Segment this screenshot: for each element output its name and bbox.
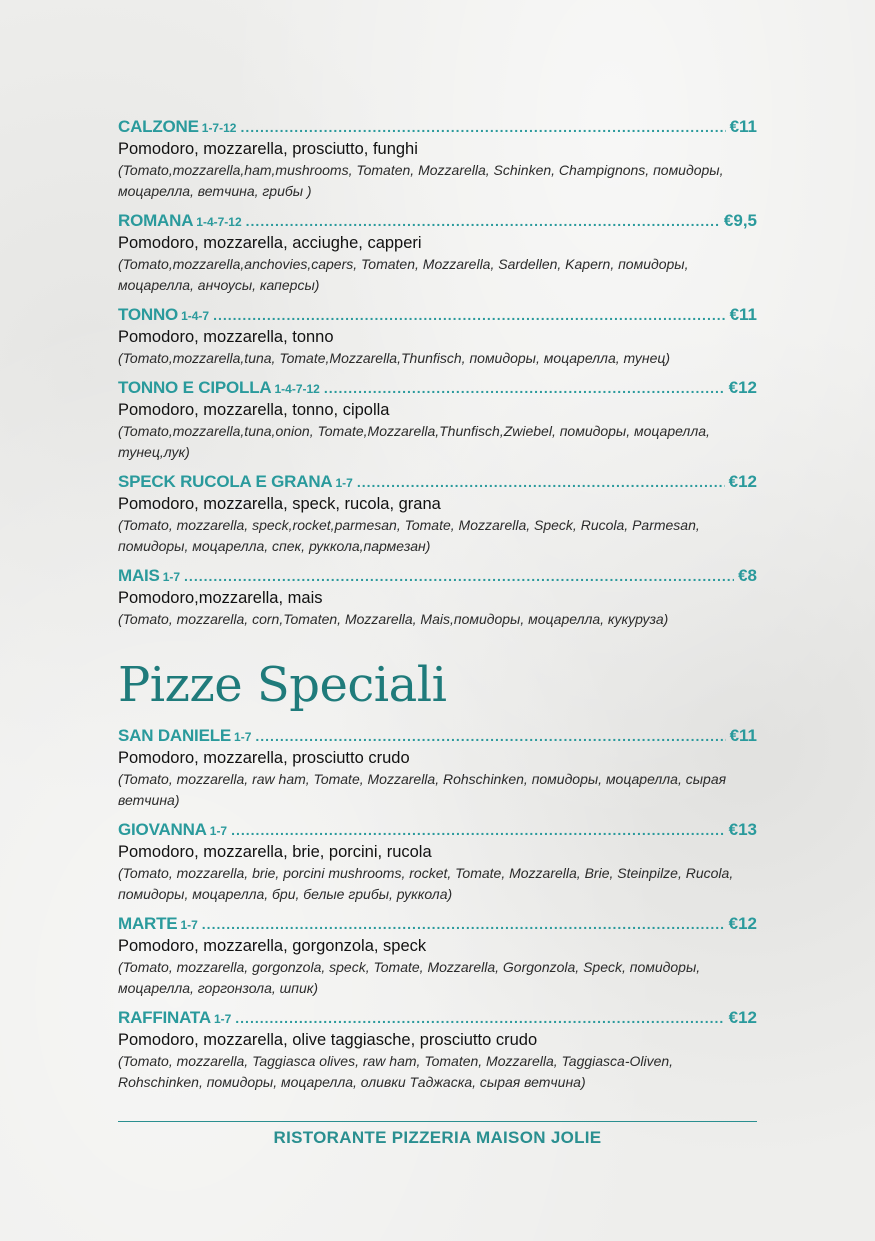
- item-name: RAFFINATA: [118, 1008, 211, 1027]
- dot-leader: [202, 916, 725, 932]
- item-price: €11: [729, 117, 757, 136]
- item-ingredients: Pomodoro, mozzarella, acciughe, capperi: [118, 234, 422, 252]
- item-price: €12: [728, 1008, 757, 1027]
- item-ingredients: Pomodoro, mozzarella, olive taggiasche, prosciutto crudo: [118, 1031, 538, 1049]
- allergen-codes: 1-4-7-12: [196, 215, 242, 229]
- menu-item-calzone: [118, 117, 757, 202]
- allergen-codes: 1-7-12: [201, 121, 237, 135]
- menu-item-tonno-e-cipolla: [118, 378, 757, 463]
- menu-item-raffinata: [118, 1008, 757, 1093]
- dot-leader: [240, 119, 725, 135]
- item-translation: (Tomato, mozzarella, brie, porcini mushrooms, rocket, Tomate, Mozzarella, Brie, Steinpilze, Rucola, помидоры, моцарелла, бри, белые грибы, руккола): [118, 865, 734, 902]
- item-name: CALZONE: [118, 117, 199, 136]
- item-ingredients: Pomodoro, mozzarella, prosciutto, funghi: [118, 140, 418, 158]
- dot-leader: [246, 213, 720, 229]
- item-translation: (Tomato, mozzarella, raw ham, Tomate, Mozzarella, Rohschinken, помидоры, моцарелла, сырая ветчина): [118, 771, 727, 808]
- item-price: €12: [728, 914, 757, 933]
- allergen-codes: 1-4-7: [181, 309, 210, 323]
- allergen-codes: 1-7: [234, 730, 252, 744]
- item-name: TONNO E CIPOLLA: [118, 378, 272, 397]
- allergen-codes: 1-7: [335, 476, 353, 490]
- menu-item-tonno: [118, 305, 757, 369]
- item-ingredients: Pomodoro,mozzarella, mais: [118, 589, 323, 607]
- menu-item-marte: [118, 914, 757, 999]
- dot-leader: [255, 728, 725, 744]
- item-translation: (Tomato, mozzarella, Taggiasca olives, raw ham, Tomaten, Mozzarella, Taggiasca-Oliven, Rohschinken, помидоры, моцарелла, оливки Таджаска, сырая ветчина): [118, 1053, 674, 1090]
- allergen-codes: 1-4-7-12: [274, 382, 320, 396]
- item-ingredients: Pomodoro, mozzarella, gorgonzola, speck: [118, 937, 427, 955]
- item-price: €13: [728, 820, 757, 839]
- dot-leader: [184, 568, 734, 584]
- allergen-codes: 1-7: [213, 1012, 232, 1026]
- item-translation: (Tomato,mozzarella,anchovies,capers, Tomaten, Mozzarella, Sardellen, Kapern, помидоры, моцарелла, анчоусы, каперсы): [118, 256, 689, 293]
- footer: [118, 1121, 757, 1148]
- menu-item-giovanna: [118, 820, 757, 905]
- menu-page: [118, 117, 757, 1102]
- item-ingredients: Pomodoro, mozzarella, tonno, cipolla: [118, 401, 390, 419]
- item-name: SAN DANIELE: [118, 726, 232, 745]
- item-name: ROMANA: [118, 211, 194, 230]
- item-ingredients: Pomodoro, mozzarella, speck, rucola, grana: [118, 495, 441, 513]
- menu-item-san-daniele: [118, 726, 757, 811]
- dot-leader: [213, 307, 725, 323]
- item-name: GIOVANNA: [118, 820, 207, 839]
- dot-leader: [231, 822, 725, 838]
- item-name: SPECK RUCOLA E GRANA: [118, 472, 333, 491]
- menu-item-romana: [118, 211, 757, 296]
- item-price: €12: [728, 378, 757, 397]
- allergen-codes: 1-7: [180, 918, 198, 932]
- item-translation: (Tomato,mozzarella,ham,mushrooms, Tomaten, Mozzarella, Schinken, Champignons, помидоры, моцарелла, ветчина, грибы ): [118, 162, 724, 199]
- dot-leader: [324, 380, 725, 396]
- menu-item-speck-rucola-e-grana: [118, 472, 757, 557]
- item-translation: (Tomato,mozzarella,tuna, Tomate,Mozzarella,Thunfisch, помидоры, моцарелла, тунец): [118, 350, 671, 366]
- item-name: MARTE: [118, 914, 178, 933]
- item-translation: (Tomato, mozzarella, speck,rocket,parmesan, Tomate, Mozzarella, Speck, Rucola, Parmesan, помидоры, моцарелла, спек, руккола,пармезан): [118, 517, 700, 554]
- item-price: €11: [729, 305, 757, 324]
- item-price: €12: [728, 472, 757, 491]
- section-title: Pizze Speciali: [118, 657, 447, 713]
- menu-item-mais: [118, 566, 757, 630]
- dot-leader: [357, 474, 725, 490]
- restaurant-name: RISTORANTE PIZZERIA MAISON JOLIE: [273, 1128, 602, 1147]
- dot-leader: [235, 1010, 724, 1026]
- item-name: MAIS: [118, 566, 160, 585]
- item-translation: (Tomato, mozzarella, corn,Tomaten, Mozzarella, Mais,помидоры, моцарелла, кукуруза): [118, 611, 669, 627]
- item-price: €9,5: [723, 211, 757, 230]
- item-ingredients: Pomodoro, mozzarella, tonno: [118, 328, 334, 346]
- item-price: €11: [729, 726, 757, 745]
- item-price: €8: [738, 566, 757, 585]
- item-name: TONNO: [118, 305, 179, 324]
- item-translation: (Tomato,mozzarella,tuna,onion, Tomate,Mozzarella,Thunfisch,Zwiebel, помидоры, моцарелла, тунец,лук): [118, 423, 710, 460]
- item-ingredients: Pomodoro, mozzarella, brie, porcini, rucola: [118, 843, 432, 861]
- allergen-codes: 1-7: [162, 570, 181, 584]
- item-translation: (Tomato, mozzarella, gorgonzola, speck, Tomate, Mozzarella, Gorgonzola, Speck, помидоры, моцарелла, горгонзола, шпик): [118, 959, 701, 996]
- item-ingredients: Pomodoro, mozzarella, prosciutto crudo: [118, 749, 410, 767]
- allergen-codes: 1-7: [209, 824, 228, 838]
